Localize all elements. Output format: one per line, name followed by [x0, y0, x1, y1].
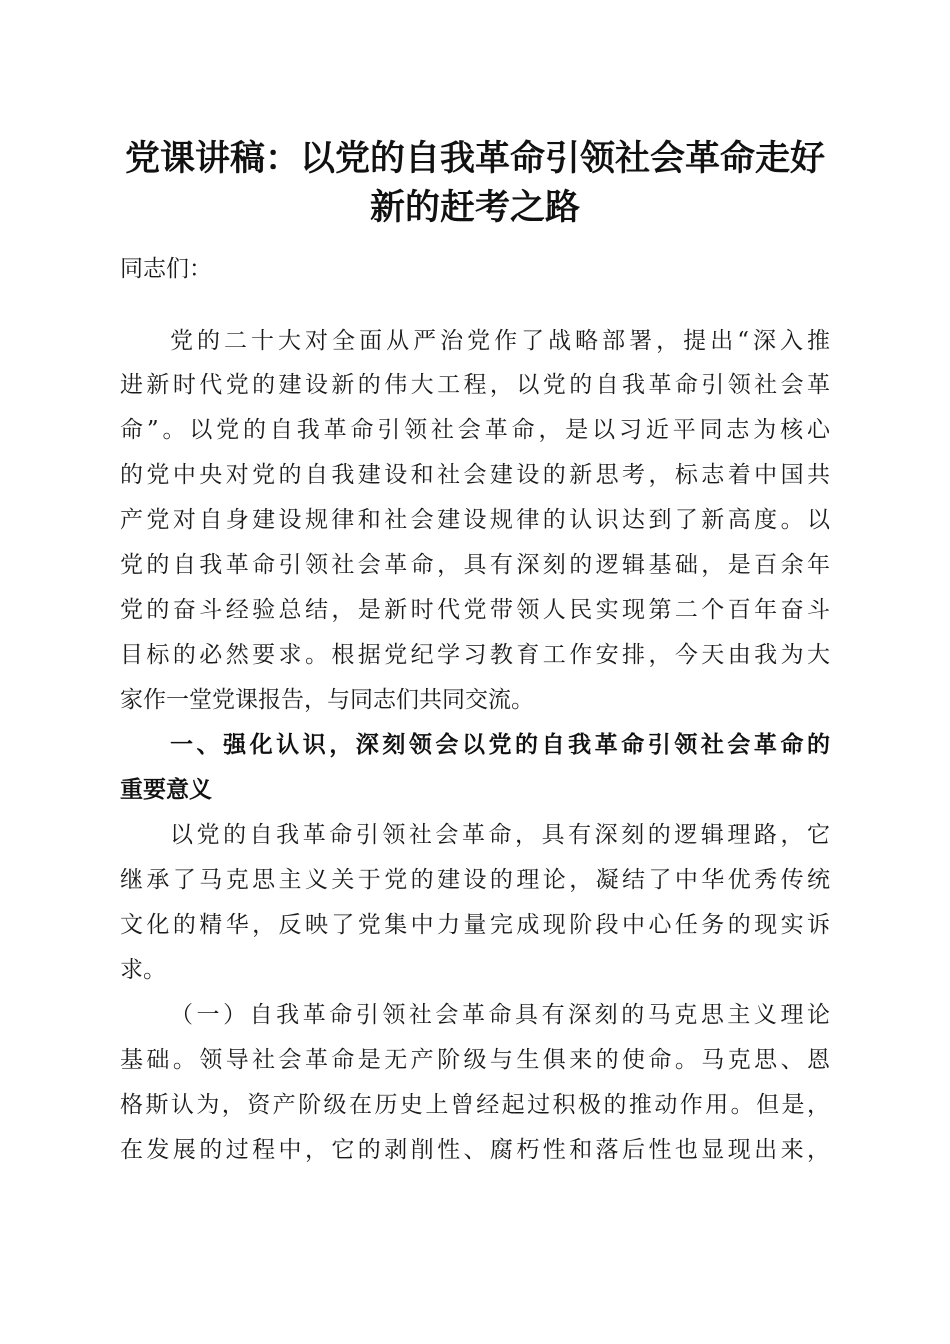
intro-paragraph-line: 产党对自身建设规律和社会建设规律的认识达到了新高度。以 [120, 507, 830, 533]
intro-paragraph-line: 目标的必然要求。根据党纪学习教育工作安排，今天由我为大 [120, 642, 830, 668]
subsection-paragraph-line: 在发展的过程中，它的剥削性、腐朽性和落后性也显现出来， [120, 1137, 830, 1163]
section-paragraph-line: 继承了马克思主义关于党的建设的理论，凝结了中华优秀传统 [120, 867, 830, 893]
intro-paragraph-line: 党的奋斗经验总结，是新时代党带领人民实现第二个百年奋斗 [120, 597, 830, 623]
section-heading-line: 重要意义 [120, 777, 212, 803]
section-paragraph-line: 文化的精华，反映了党集中力量完成现阶段中心任务的现实诉 [120, 912, 830, 938]
document-title-line-2: 新的赶考之路 [369, 188, 580, 228]
intro-paragraph-line: 进新时代党的建设新的伟大工程，以党的自我革命引领社会革 [120, 372, 830, 398]
intro-paragraph-line: 家作一堂党课报告，与同志们共同交流。 [120, 687, 534, 713]
intro-paragraph-line: 的党中央对党的自我建设和社会建设的新思考，标志着中国共 [120, 462, 830, 488]
salutation: 同志们： [120, 256, 212, 282]
intro-paragraph-line: 党的自我革命引领社会革命，具有深刻的逻辑基础，是百余年 [120, 552, 830, 578]
section-heading-line: 一、强化认识，深刻领会以党的自我革命引领社会革命的 [170, 732, 830, 758]
document-title-line-1: 党课讲稿：以党的自我革命引领社会革命走好 [124, 139, 825, 179]
intro-paragraph-line: 命”。以党的自我革命引领社会革命，是以习近平同志为核心 [120, 417, 830, 443]
intro-paragraph-line: 党的二十大对全面从严治党作了战略部署，提出“深入推 [170, 328, 830, 354]
section-paragraph-line: 以党的自我革命引领社会革命，具有深刻的逻辑理路，它 [170, 822, 830, 848]
subsection-paragraph-line: 格斯认为，资产阶级在历史上曾经起过积极的推动作用。但是， [120, 1092, 830, 1118]
section-paragraph-line: 求。 [120, 957, 166, 983]
subsection-paragraph-line: （一）自我革命引领社会革命具有深刻的马克思主义理论 [170, 1002, 830, 1028]
subsection-paragraph-line: 基础。领导社会革命是无产阶级与生俱来的使命。马克思、恩 [120, 1047, 830, 1073]
